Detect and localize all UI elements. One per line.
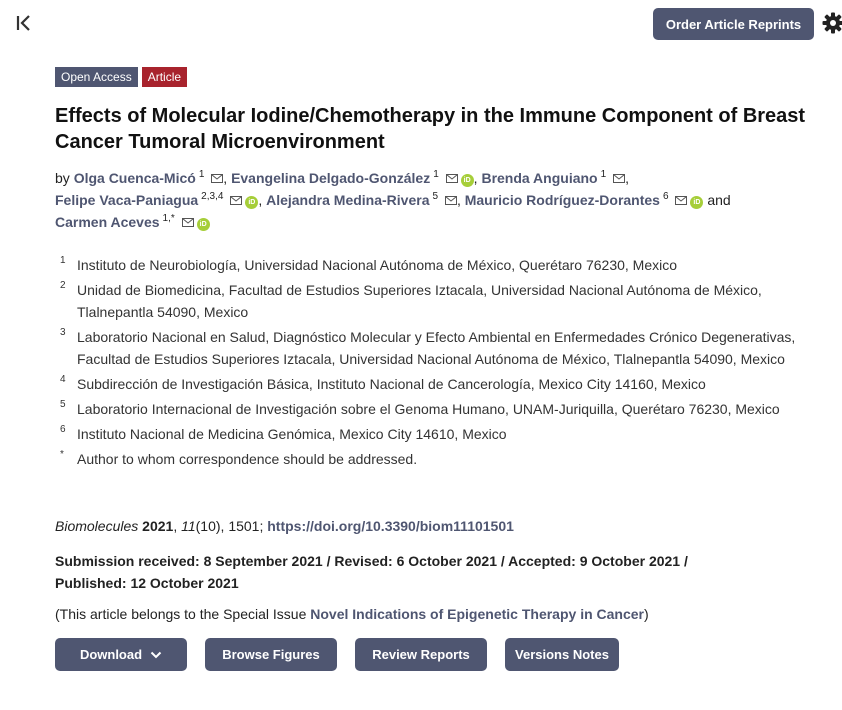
- collapse-sidebar-icon[interactable]: [14, 12, 36, 34]
- affiliation-list: [60, 254, 830, 473]
- affiliation-item: [60, 279, 830, 323]
- download-button[interactable]: [55, 638, 187, 671]
- affiliation-number: 6: [60, 424, 66, 435]
- author-affil-sup: 1: [600, 169, 607, 181]
- mail-icon[interactable]: [613, 167, 625, 176]
- affiliation-number: 2: [60, 280, 66, 291]
- mail-icon[interactable]: [445, 189, 457, 198]
- mail-icon[interactable]: [211, 167, 223, 176]
- chevron-down-icon: [150, 651, 162, 659]
- author-affil-sup: 6: [662, 191, 669, 203]
- open-access-badge: Open Access: [55, 67, 138, 87]
- article-badges: [55, 67, 187, 87]
- article-actions: [55, 638, 619, 671]
- citation-line: Biomolecules 2021, 11(10), 1501; https://doi.org/10.3390/biom11101501: [55, 518, 514, 534]
- publication-dates: Submission received: 8 September 2021 / Revised: 6 October 2021 / Accepted: 9 October 2021 / Published: 12 October 2021: [55, 553, 688, 591]
- journal-name: Biomolecules: [55, 518, 139, 534]
- affiliation-text: Unidad de Biomedicina, Facultad de Estudios Superiores Iztacala, Universidad Nacional Autónoma de México, Tlalnepantla 54090, Mexico: [77, 282, 762, 320]
- author-link[interactable]: Carmen Aceves: [55, 214, 160, 230]
- affiliation-number: *: [60, 449, 64, 460]
- affiliation-item: [60, 398, 830, 420]
- orcid-icon[interactable]: iD: [461, 174, 474, 187]
- affiliation-number: 4: [60, 374, 66, 385]
- orcid-icon[interactable]: iD: [197, 218, 210, 231]
- affiliation-text: Instituto Nacional de Medicina Genómica, Mexico City 14610, Mexico: [77, 426, 507, 442]
- doi-link[interactable]: https://doi.org/10.3390/biom11101501: [267, 518, 514, 534]
- affiliation-item: [60, 448, 830, 470]
- affiliation-text: Laboratorio Internacional de Investigación sobre el Genoma Humano, UNAM-Juriquilla, Querétaro 76230, Mexico: [77, 401, 780, 417]
- special-issue-suffix: ): [644, 606, 649, 622]
- affiliation-number: 5: [60, 399, 66, 410]
- versions-notes-button[interactable]: Versions Notes: [505, 638, 619, 671]
- special-issue-note: [55, 606, 649, 622]
- affiliation-item: [60, 326, 830, 370]
- mail-icon[interactable]: [182, 211, 194, 220]
- affiliation-item: [60, 373, 830, 395]
- article-type-badge: Article: [142, 67, 187, 87]
- author-link[interactable]: Alejandra Medina-Rivera: [266, 192, 430, 208]
- author-link[interactable]: Evangelina Delgado-González: [231, 170, 431, 186]
- citation-volume: 11: [181, 518, 196, 534]
- affiliation-text: Laboratorio Nacional en Salud, Diagnóstico Molecular y Efecto Ambiental en Enfermedades Crónico Degenerativas, Facultad de Estudios Superiores Iztacala, Universidad Nacional Autónoma de México, Tlalnepantla 54090, Mexico: [77, 329, 796, 367]
- author-affil-sup: 1: [433, 169, 439, 181]
- mail-icon[interactable]: [230, 189, 242, 198]
- author-affil-sup: 1,*: [162, 213, 175, 225]
- orcid-icon[interactable]: iD: [245, 196, 258, 209]
- author-link[interactable]: Mauricio Rodríguez-Dorantes: [464, 192, 660, 208]
- and-label: and: [707, 192, 731, 208]
- author-affil-sup: 5: [432, 191, 439, 203]
- special-issue-prefix: (This article belongs to the Special Issue: [55, 606, 311, 622]
- affiliation-text: Instituto de Neurobiología, Universidad Nacional Autónoma de México, Querétaro 76230, Mexico: [77, 257, 678, 273]
- author-affil-sup: 1: [198, 169, 205, 181]
- gear-icon[interactable]: [822, 12, 842, 34]
- citation-issue-pages: (10), 1501;: [195, 518, 264, 534]
- review-reports-button[interactable]: Review Reports: [355, 638, 487, 671]
- affiliation-text: Author to whom correspondence should be addressed.: [77, 451, 418, 467]
- affiliation-number: 1: [60, 255, 66, 266]
- author-affil-sup: 2,3,4: [201, 191, 224, 203]
- citation-year: 2021: [142, 518, 174, 534]
- mail-icon[interactable]: [446, 167, 458, 176]
- mail-icon[interactable]: [675, 189, 687, 198]
- affiliation-number: 3: [60, 327, 66, 338]
- affiliation-text: Subdirección de Investigación Básica, Instituto Nacional de Cancerología, Mexico City 14160, Mexico: [77, 376, 706, 392]
- orcid-icon[interactable]: iD: [690, 196, 703, 209]
- author-link[interactable]: Olga Cuenca-Micó: [73, 170, 196, 186]
- author-link[interactable]: Brenda Anguiano: [481, 170, 598, 186]
- author-list: by Olga Cuenca-Micó $^1$ , Evangelina Delgado-González $^1$ iD , Brenda Anguiano $^1$ , Felipe Vaca-Paniagua $^{2,3,4}$ iD , Alejandra Medina-Rivera $^5$ , Mauricio Rodríguez-Dorantes $^6$ iD and Carmen Aceves $^{1,*}$ iD: [55, 167, 815, 233]
- order-reprints-button[interactable]: Order Article Reprints: [653, 8, 814, 40]
- by-label: by: [55, 170, 70, 186]
- author-link[interactable]: Felipe Vaca-Paniagua: [55, 192, 199, 208]
- article-title: Effects of Molecular Iodine/Chemotherapy in the Immune Component of Breast Cancer Tumoral Microenvironment: [55, 105, 806, 153]
- special-issue-link[interactable]: Novel Indications of Epigenetic Therapy in Cancer: [310, 606, 644, 622]
- affiliation-item: [60, 254, 830, 276]
- browse-figures-button[interactable]: Browse Figures: [205, 638, 337, 671]
- affiliation-item: [60, 423, 830, 445]
- download-label: Download: [79, 647, 143, 662]
